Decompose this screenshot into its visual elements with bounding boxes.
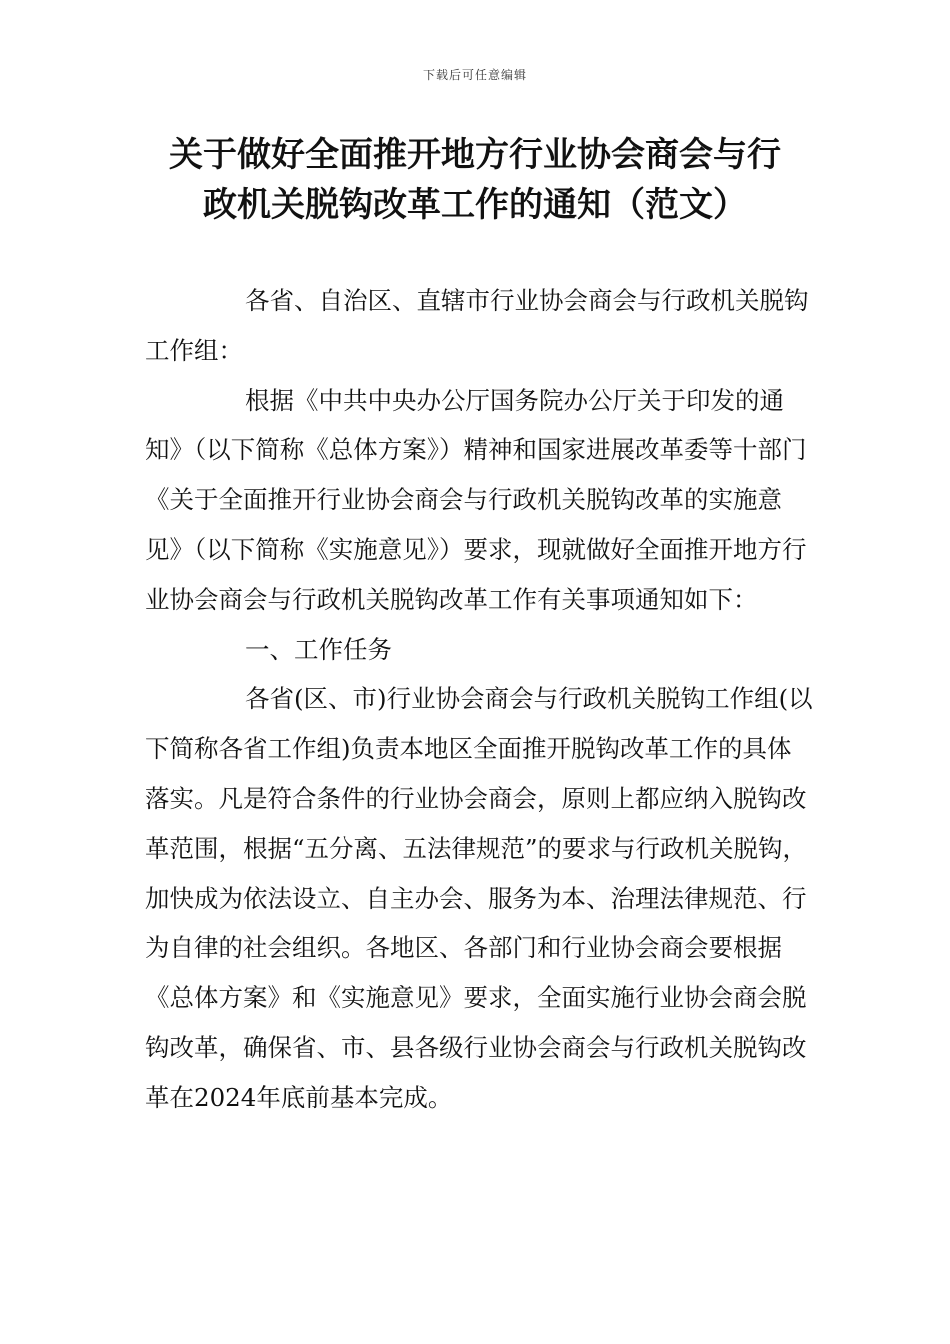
intro-paragraph: 根据《中共中央办公厅国务院办公厅关于印发的通知》（以下简称《总体方案》）精神和国家进展改革委等十部门《关于全面推开行业协会商会与行政机关脱钩改革的实施意见》（以下简称《实施意见》）要求，现就做好全面推开地方行业协会商会与行政机关脱钩改革工作有关事项通知如下： (145, 385, 807, 614)
document-title-line-2: 政机关脱钩改革工作的通知（范文） (203, 185, 747, 225)
document-title-line-1: 关于做好全面推开地方行业协会商会与行 (169, 135, 781, 175)
document-body (145, 276, 815, 1123)
salutation-paragraph: 各省、自治区、直辖市行业协会商会与行政机关脱钩工作组： (145, 286, 809, 365)
document-title (140, 130, 810, 230)
header-note: 下载后可任意编辑 (422, 68, 527, 82)
section-heading: 一、工作任务 (245, 634, 392, 664)
task-paragraph: 各省(区、市)行业协会商会与行政机关脱钩工作组(以下简称各省工作组)负责本地区全面推开脱钩改革工作的具体落实。凡是符合条件的行业协会商会，原则上都应纳入脱钩改革范围，根据“五分离、五法律规范”的要求与行政机关脱钩，加快成为依法设立、自主办会、服务为本、治理法律规范、行为自律的社会组织。各地区、各部门和行业协会商会要根据《总体方案》和《实施意见》要求，全面实施行业协会商会脱钩改革，确保省、市、县各级行业协会商会与行政机关脱钩改革在2024年底前基本完成。 (145, 684, 813, 1112)
